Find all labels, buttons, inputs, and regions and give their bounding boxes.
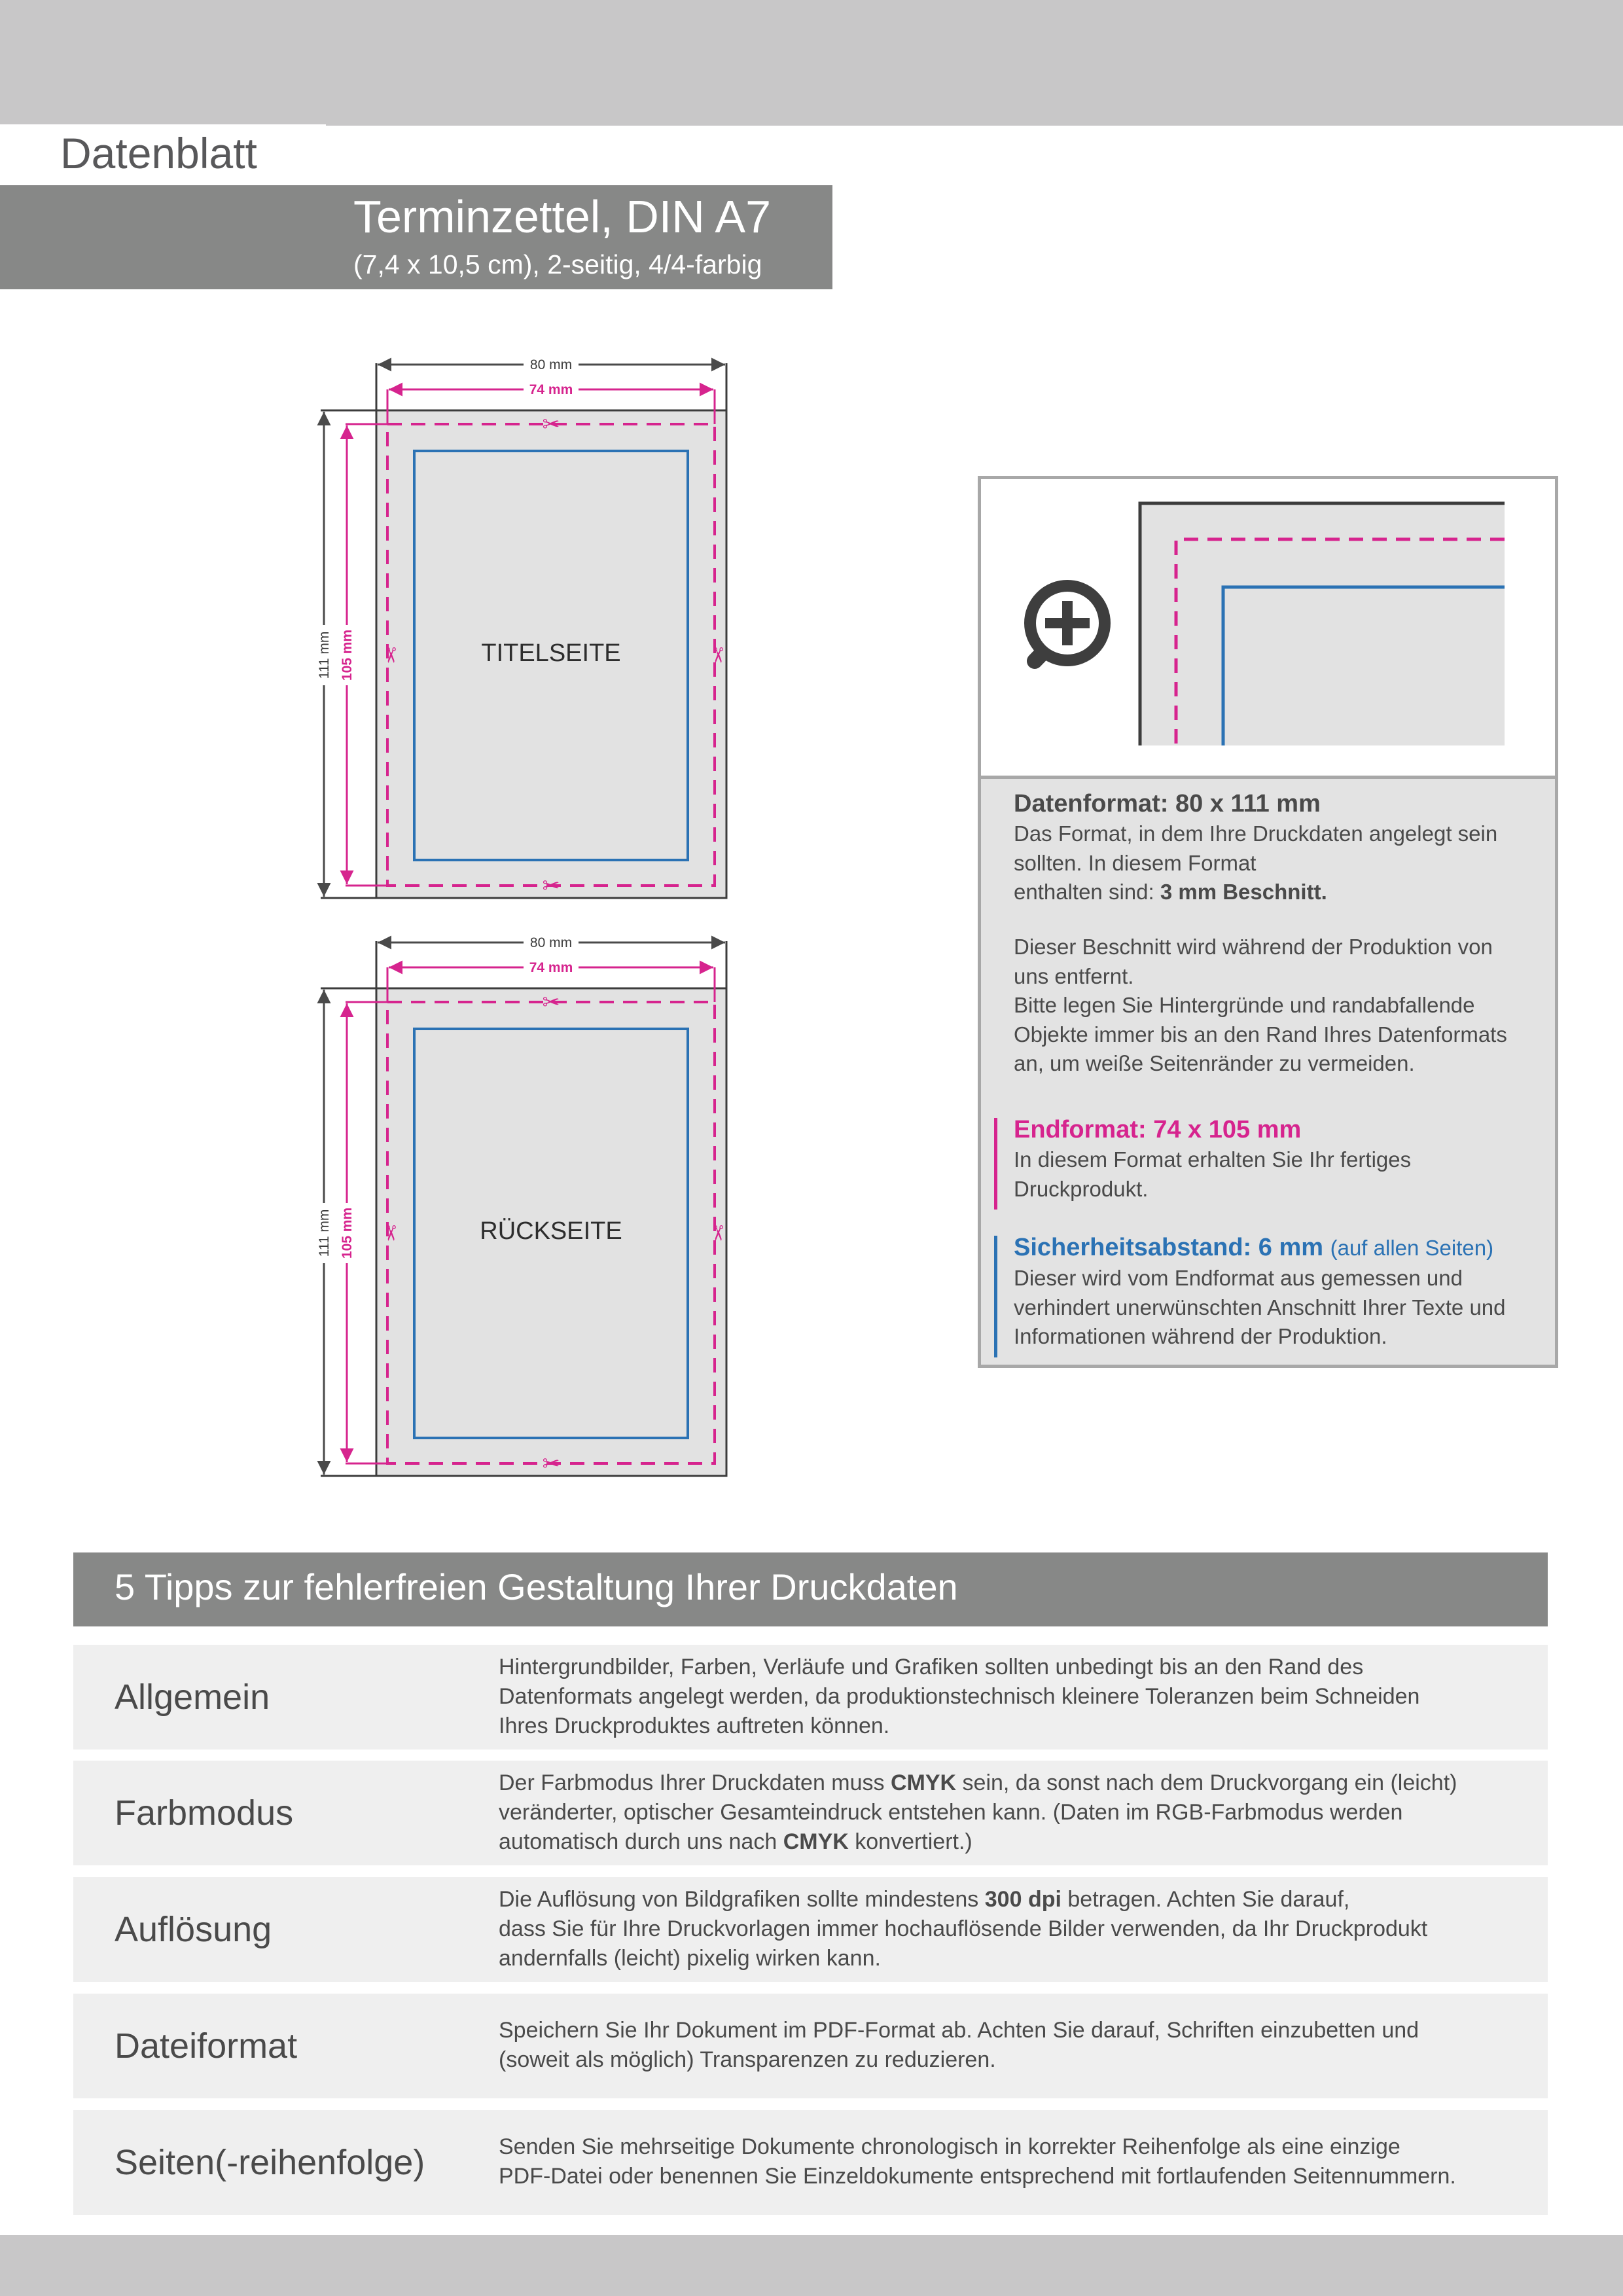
height-outer-label: 111 mm <box>317 631 332 679</box>
endformat-line: In diesem Format erhalten Sie Ihr fertiges <box>1014 1147 1412 1172</box>
tip-row-dateiformat <box>73 1994 1548 2098</box>
endformat-section <box>1014 1114 1411 1204</box>
sicherheit-marker <box>994 1236 997 1357</box>
tip-label: Allgemein <box>115 1677 270 1717</box>
scissors-icon: ✂ <box>542 990 560 1014</box>
datenblatt-label: Datenblatt <box>60 129 257 177</box>
datenformat-line: enthalten sind: 3 mm Beschnitt. <box>1014 880 1327 904</box>
beschnitt-line: Bitte legen Sie Hintergründe und randabfallende <box>1014 993 1475 1017</box>
scissors-icon: ✂ <box>705 1224 730 1242</box>
front-diagram <box>314 350 746 906</box>
tip-text: Hintergrundbilder, Farben, Verläufe und Grafiken sollten unbedingt bis an den Rand des Datenformats angelegt werden, da produktionstechnisch kleinere Toleranzen beim Schneiden Ihres Druckproduktes auftreten können. <box>499 1655 1420 1738</box>
width-outer-label: 80 mm <box>529 357 573 372</box>
scissors-icon: ✂ <box>378 1224 403 1242</box>
bottom-band <box>0 2235 1623 2296</box>
top-band <box>0 0 1623 126</box>
tip-row-allgemein <box>73 1645 1548 1749</box>
datenblatt-tab <box>0 124 326 185</box>
beschnitt-section <box>1014 933 1507 1079</box>
beschnitt-line: Dieser Beschnitt wird während der Produktion von <box>1014 935 1493 959</box>
height-outer-label: 111 mm <box>317 1209 332 1257</box>
scissors-icon: ✂ <box>542 412 560 437</box>
info-box <box>978 476 1558 1368</box>
width-inner-label: 74 mm <box>529 960 573 975</box>
datenformat-line: sollten. In diesem Format <box>1014 850 1257 875</box>
sicherheit-line: Informationen während der Produktion. <box>1014 1324 1387 1348</box>
tip-label: Dateiformat <box>115 2026 298 2066</box>
scissors-icon: ✂ <box>378 646 403 664</box>
endformat-marker <box>994 1118 997 1210</box>
endformat-title: Endformat: 74 x 105 mm <box>1014 1116 1302 1143</box>
beschnitt-line: an, um weiße Seitenränder zu vermeiden. <box>1014 1051 1415 1075</box>
scissors-icon: ✂ <box>542 1451 560 1476</box>
tips-title: 5 Tipps zur fehlerfreien Gestaltung Ihrer Druckdaten <box>115 1566 958 1607</box>
back-label: RÜCKSEITE <box>480 1217 622 1245</box>
title-bar <box>0 185 832 289</box>
page-subtitle: (7,4 x 10,5 cm), 2-seitig, 4/4-farbig <box>353 249 762 279</box>
datenformat-section <box>1014 788 1497 907</box>
tip-text: Senden Sie mehrseitige Dokumente chronologisch in korrekter Reihenfolge als eine einzige PDF-Datei oder benennen Sie Einzeldokumente entsprechend mit fortlaufenden Seitennummern. <box>499 2134 1456 2189</box>
sicherheit-line: verhindert unerwünschten Anschnitt Ihrer Texte und <box>1014 1295 1506 1319</box>
scissors-icon: ✂ <box>705 646 730 664</box>
tip-row-seiten <box>73 2110 1548 2215</box>
scissors-icon: ✂ <box>542 873 560 898</box>
width-outer-label: 80 mm <box>529 935 573 950</box>
height-inner-label: 105 mm <box>340 629 355 681</box>
sicherheit-title: Sicherheitsabstand: 6 mm (auf allen Seiten) <box>1014 1234 1494 1261</box>
beschnitt-line: Objekte immer bis an den Rand Ihres Datenformats <box>1014 1022 1507 1047</box>
zoom-in-icon <box>1030 586 1105 661</box>
tip-row-farbmodus <box>73 1761 1548 1865</box>
tip-row-aufloesung <box>73 1877 1548 1982</box>
page-title: Terminzettel, DIN A7 <box>353 191 771 242</box>
datenformat-title: Datenformat: 80 x 111 mm <box>1014 790 1321 817</box>
tip-text: Speichern Sie Ihr Dokument im PDF-Format ab. Achten Sie darauf, Schriften einzubetten und (soweit als möglich) Transparenzen zu reduzieren. <box>499 2018 1419 2072</box>
back-diagram <box>314 928 746 1484</box>
zoom-detail <box>981 479 1555 779</box>
tip-label: Auflösung <box>115 1910 272 1949</box>
sicherheit-section <box>1014 1232 1506 1352</box>
front-label: TITELSEITE <box>481 639 621 667</box>
tip-label: Farbmodus <box>115 1793 294 1833</box>
tip-text: Der Farbmodus Ihrer Druckdaten muss CMYK sein, da sonst nach dem Druckvorgang ein (leicht) veränderter, optischer Gesamteindruck entstehen kann. (Daten im RGB-Farbmodus werden automatisch durch uns nach CMYK konvertiert.) <box>499 1770 1457 1854</box>
endformat-line: Druckprodukt. <box>1014 1176 1149 1201</box>
sicherheit-line: Dieser wird vom Endformat aus gemessen und <box>1014 1266 1463 1290</box>
width-inner-label: 74 mm <box>529 382 573 397</box>
height-inner-label: 105 mm <box>340 1207 355 1259</box>
tip-label: Seiten(-reihenfolge) <box>115 2143 425 2182</box>
beschnitt-line: uns entfernt. <box>1014 963 1134 988</box>
datenformat-line: Das Format, in dem Ihre Druckdaten angelegt sein <box>1014 821 1498 846</box>
tips-header <box>73 1552 1548 1626</box>
tip-text: Die Auflösung von Bildgrafiken sollte mindestens 300 dpi betragen. Achten Sie darauf, dass Sie für Ihre Druckvorlagen immer hochauflösende Bilder verwenden, da Ihr Druckprodukt andernfalls (leicht) pixelig wirken kann. <box>499 1887 1428 1971</box>
